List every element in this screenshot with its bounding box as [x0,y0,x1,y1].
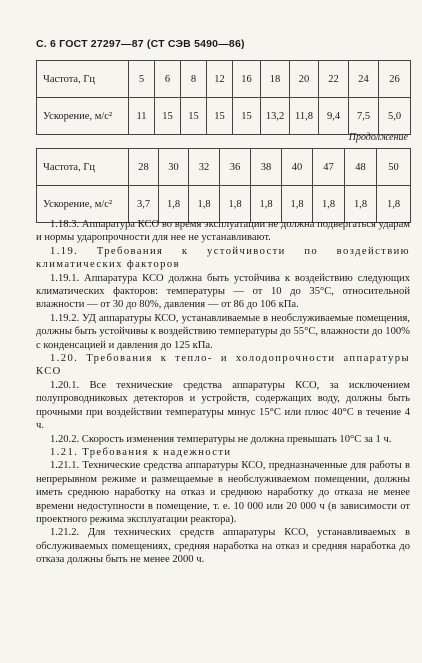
paragraph-1-19-2: 1.19.2. УД аппаратуры КСО, устанавливаемые в необслуживаемые помещения, должны быть устойчивы к воздействию температуры до 55°С, влажности до 100% с конденсацией и давления до 125 кПа. [36,312,410,351]
table-cell: 9,4 [319,98,349,135]
table-cell: 26 [379,61,411,98]
table-cell: 24 [349,61,379,98]
table-cell: 22 [319,61,349,98]
table-cell: 15 [181,98,207,135]
table-cell: 50 [377,149,411,186]
table-cell: 15 [207,98,233,135]
paragraph-1-21-1: 1.21.1. Технические средства аппаратуры КСО, предназначенные для работы в непрерывном режиме и размещаемые в необслуживаемом помещении, должны иметь среднюю наработку на отказ и среднюю наработку до отказа не менее времени недоступности в помещение, т. е. 10 000 или 20 000 ч (в зависимости от проектного режима эксплуатации реактора). [36,460,410,525]
section-heading-1-20: 1.20. Требования к тепло- и холодопрочности аппаратуры КСО [36,353,410,378]
paragraph-1-20-2: 1.20.2. Скорость изменения температуры не должна превышать 10°С за 1 ч. [50,433,392,445]
table-cell: 5,0 [379,98,411,135]
table-cell: 20 [290,61,319,98]
body-text [36,218,410,567]
table-cell: 1,8 [220,186,251,223]
page-header: С. 6 ГОСТ 27297—87 (СТ СЭВ 5490—86) [36,38,245,50]
table-cell: 36 [220,149,251,186]
table-cell: 12 [207,61,233,98]
table-cell: 40 [282,149,313,186]
row-label: Ускорение, м/с² [37,186,129,223]
table-cell: 11 [129,98,155,135]
table-cell: 1,8 [282,186,313,223]
table-row [37,61,411,98]
table-cell: 7,5 [349,98,379,135]
table-cell: 15 [155,98,181,135]
paragraph-1-18-3: 1.18.3. Аппаратура КСО во время эксплуатации не должна подвергаться ударам и нормы ударопрочности для нее не устанавливают. [36,219,410,244]
table-row [37,149,411,186]
section-heading-1-19: 1.19. Требования к устойчивости по воздействию климатических факторов [36,245,410,271]
table-cell: 1,8 [251,186,282,223]
table-cell: 28 [129,149,159,186]
paragraph-1-20-1: 1.20.1. Все технические средства аппаратуры КСО, за исключением полупроводниковых детекторов и устройств, содержащих воду, должны быть прочными при воздействии температуры минус 15°С или плюс 40°С в течение 4 ч. [36,379,410,432]
table-cell: 15 [233,98,261,135]
frequency-table-1 [36,60,411,135]
table-cell: 1,8 [159,186,189,223]
frequency-table-2 [36,148,411,223]
section-heading-1-21: 1.21. Требования к надежности [50,446,232,458]
table-cell: 3,7 [129,186,159,223]
table-cell: 8 [181,61,207,98]
table-cell: 1,8 [313,186,345,223]
table-cell: 48 [345,149,377,186]
table-cell: 6 [155,61,181,98]
row-label: Частота, Гц [37,61,129,98]
table-cell: 5 [129,61,155,98]
table-cell: 1,8 [189,186,220,223]
table-cell: 13,2 [261,98,290,135]
table-row [37,186,411,223]
paragraph-1-19-1: 1.19.1. Аппаратура КСО должна быть устойчива к воздействию следующих климатических факторов: температуры — от 10 до 35°С, относительной влажности — от 30 до 80%, давления — от 86 до 106 кПа. [36,272,410,311]
table-cell: 1,8 [377,186,411,223]
table-cell: 1,8 [345,186,377,223]
paragraph-1-21-2: 1.21.2. Для технических средств аппаратуры КСО, устанавливаемых в обслуживаемых помещениях, средняя наработка на отказ и средняя наработка до отказа должны быть не менее 2000 ч. [36,527,410,566]
table-cell: 30 [159,149,189,186]
table-row [37,98,411,135]
continuation-label: Продолжение [348,132,408,143]
table-cell: 16 [233,61,261,98]
table-cell: 32 [189,149,220,186]
row-label: Частота, Гц [37,149,129,186]
table-cell: 38 [251,149,282,186]
table-cell: 47 [313,149,345,186]
table-cell: 18 [261,61,290,98]
row-label: Ускорение, м/с² [37,98,129,135]
table-cell: 11,8 [290,98,319,135]
